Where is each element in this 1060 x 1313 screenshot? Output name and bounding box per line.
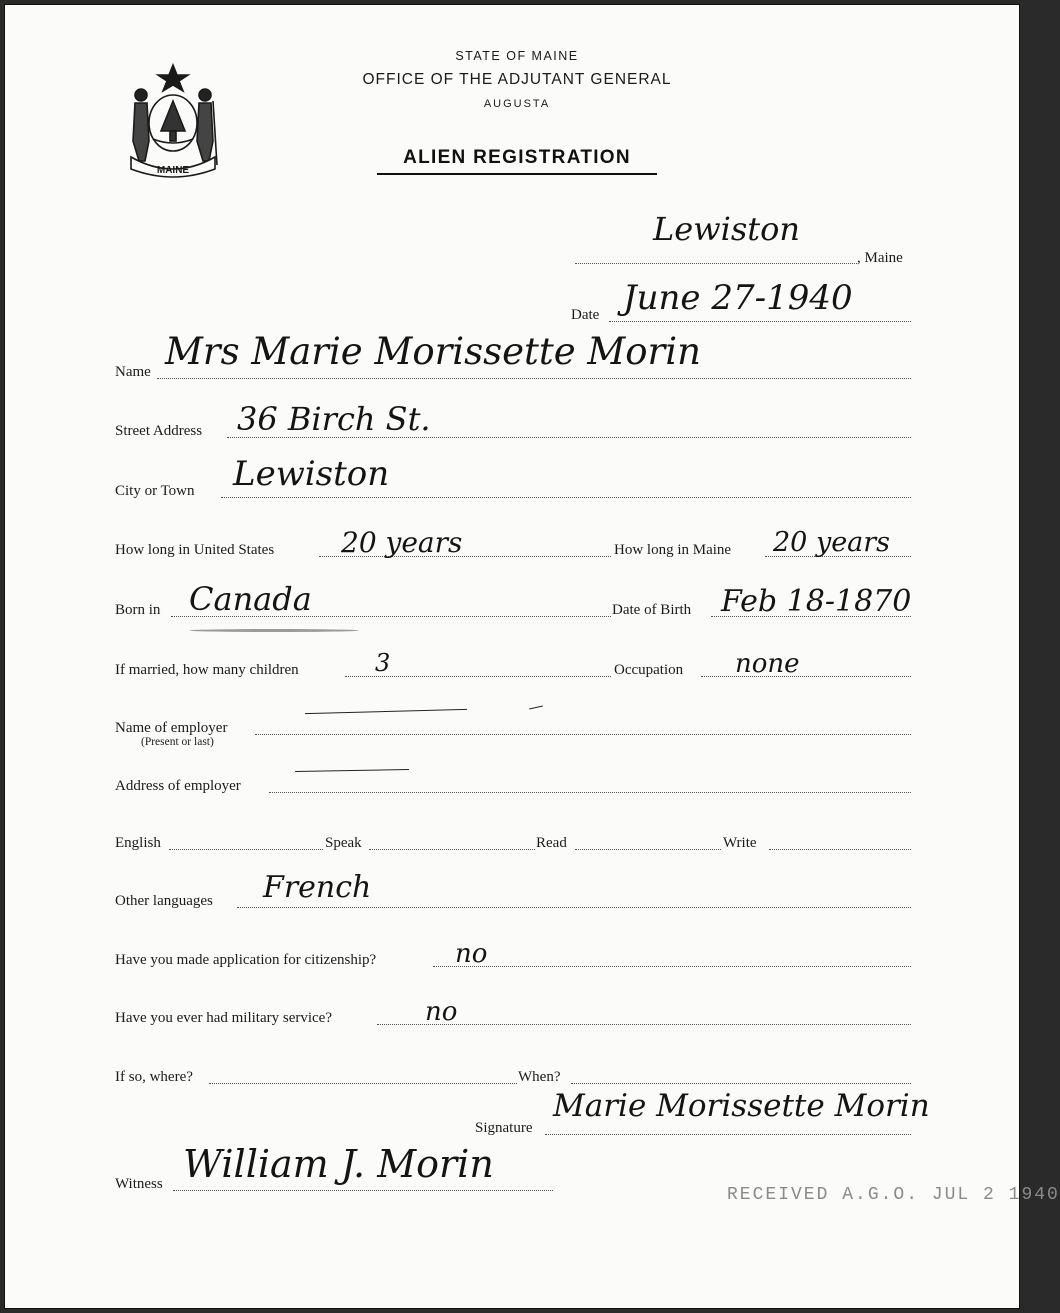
how-long-maine-label: How long in Maine bbox=[614, 542, 732, 558]
children-label: If married, how many children bbox=[115, 662, 299, 678]
witness-line bbox=[173, 1190, 553, 1191]
town-line bbox=[575, 263, 857, 264]
occupation-label: Occupation bbox=[614, 662, 684, 678]
dob-label: Date of Birth bbox=[612, 602, 692, 618]
registration-form bbox=[4, 4, 1060, 1309]
other-languages-line bbox=[237, 907, 911, 908]
write-label: Write bbox=[723, 835, 757, 851]
where-line bbox=[209, 1083, 517, 1084]
occupation-line bbox=[701, 676, 911, 677]
born-value: Canada bbox=[189, 580, 312, 618]
street-value: 36 Birch St. bbox=[237, 400, 431, 438]
speak-label: Speak bbox=[325, 835, 362, 851]
english-label: English bbox=[115, 835, 161, 851]
office-heading: OFFICE OF THE ADJUTANT GENERAL bbox=[362, 71, 672, 88]
read-line bbox=[575, 849, 721, 850]
name-line bbox=[157, 378, 911, 379]
employer-dash-mark bbox=[305, 709, 467, 714]
town-value: Lewiston bbox=[653, 210, 800, 248]
city-value: Lewiston bbox=[233, 454, 390, 494]
citizenship-value: no bbox=[455, 939, 488, 969]
employer-sublabel: (Present or last) bbox=[141, 736, 214, 748]
employer-address-dash-mark bbox=[295, 769, 409, 772]
other-languages-value: French bbox=[263, 870, 372, 905]
employer-label: Name of employer bbox=[115, 720, 228, 736]
born-underline-mark bbox=[189, 629, 359, 632]
when-line bbox=[571, 1083, 911, 1084]
date-label: Date bbox=[571, 307, 600, 323]
employer-line bbox=[255, 734, 911, 735]
signature-label: Signature bbox=[475, 1120, 533, 1136]
received-stamp: RECEIVED A.G.O. JUL 2 1940 bbox=[727, 1185, 1060, 1205]
dob-value: Feb 18-1870 bbox=[721, 584, 912, 619]
city-line bbox=[221, 497, 911, 498]
how-long-maine-value: 20 years bbox=[773, 527, 891, 558]
title-underline bbox=[377, 173, 657, 175]
witness-label: Witness bbox=[115, 1176, 163, 1192]
other-languages-label: Other languages bbox=[115, 893, 213, 909]
signature-line bbox=[545, 1134, 911, 1135]
write-line bbox=[769, 849, 911, 850]
employer-address-label: Address of employer bbox=[115, 778, 241, 794]
date-value: June 27-1940 bbox=[623, 278, 853, 318]
employer-address-line bbox=[269, 792, 911, 793]
state-heading: STATE OF MAINE bbox=[455, 49, 579, 63]
page-title: ALIEN REGISTRATION bbox=[403, 147, 631, 168]
when-label: When? bbox=[518, 1069, 561, 1085]
signature-value: Marie Morissette Morin bbox=[553, 1088, 930, 1124]
name-label: Name bbox=[115, 364, 151, 380]
witness-value: William J. Morin bbox=[183, 1142, 494, 1186]
how-long-us-value: 20 years bbox=[341, 526, 463, 559]
children-value: 3 bbox=[375, 649, 391, 677]
english-line bbox=[169, 849, 323, 850]
seal-label: MAINE bbox=[156, 165, 190, 176]
where-label: If so, where? bbox=[115, 1069, 193, 1085]
read-label: Read bbox=[536, 835, 567, 851]
speak-line bbox=[369, 849, 535, 850]
citizenship-line bbox=[433, 966, 911, 967]
street-label: Street Address bbox=[115, 423, 203, 439]
military-label: Have you ever had military service? bbox=[115, 1010, 332, 1026]
how-long-us-label: How long in United States bbox=[115, 542, 275, 558]
occupation-value: none bbox=[735, 649, 800, 679]
born-label: Born in bbox=[115, 602, 161, 618]
employer-dash-mark-2 bbox=[529, 706, 543, 710]
date-line bbox=[609, 321, 911, 322]
maine-suffix: , Maine bbox=[857, 250, 903, 266]
city-heading: AUGUSTA bbox=[483, 98, 551, 110]
name-value: Mrs Marie Morissette Morin bbox=[165, 330, 701, 373]
military-value: no bbox=[425, 997, 458, 1027]
citizenship-label: Have you made application for citizenship? bbox=[115, 952, 377, 968]
city-label: City or Town bbox=[115, 483, 195, 499]
